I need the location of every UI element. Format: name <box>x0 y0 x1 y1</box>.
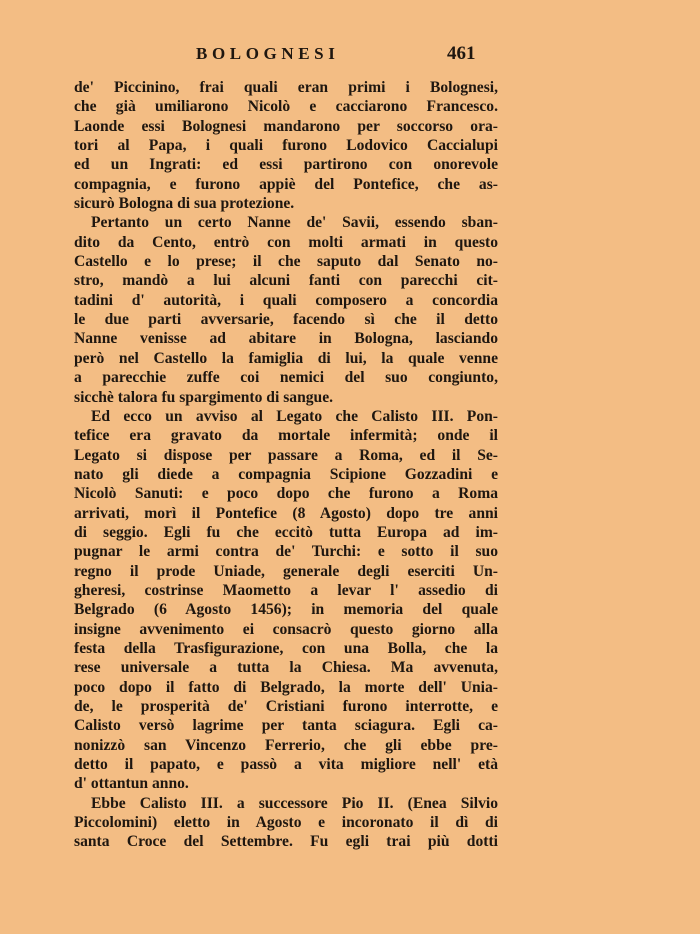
text-line: santa Croce del Settembre. Fu egli trai più dotti <box>74 833 498 851</box>
body-text <box>74 78 498 852</box>
text-line: a parecchie zuffe coi nemici del suo congiunto, <box>74 369 498 387</box>
text-line: gheresi, costrinse Maometto a levar l' assedio di <box>74 581 498 599</box>
text-line: poco dopo il fatto di Belgrado, la morte dell' Unia- <box>74 678 498 696</box>
text-line: rese universale a tutta la Chiesa. Ma avvenuta, <box>74 659 498 677</box>
text-line: Pertanto un certo Nanne de' Savii, essendo sban- <box>91 214 498 232</box>
text-line: ed un Ingrati: ed essi partirono con onorevole <box>74 156 498 174</box>
text-line: de' Piccinino, frai quali eran primi i Bolognesi, <box>74 79 498 96</box>
text-line: Nanne venisse ad abitare in Bologna, lasciando <box>74 330 498 348</box>
text-line: Nicolò Sanuti: e poco dopo che furono a Roma <box>74 485 498 503</box>
text-line: d' ottantun anno. <box>74 775 189 793</box>
text-line: tadini d' autorità, i quali composero a concordia <box>74 291 498 309</box>
text-line: Legato si dispose per passare a Roma, ed il Se- <box>74 446 498 464</box>
text-line: compagnia, e furono appiè del Pontefice, che as- <box>74 175 498 193</box>
text-line: Calisto versò lagrime per tanta sciagura. Egli ca- <box>74 717 498 735</box>
text-line: detto il papato, e passò a vita migliore nell' età <box>74 756 498 774</box>
text-line: Castello e lo prese; il che saputo dal Senato no- <box>74 253 498 271</box>
text-line: tori al Papa, i quali furono Lodovico Caccialupi <box>74 137 498 155</box>
text-line: Belgrado (6 Agosto 1456); in memoria del quale <box>74 601 498 619</box>
text-line: Piccolomini) eletto in Agosto e incoronato il dì di <box>74 814 498 832</box>
text-line: insigne avvenimento ei consacrò questo giorno alla <box>74 620 498 638</box>
text-line: le due parti avversarie, facendo sì che il detto <box>74 311 498 329</box>
text-line: che già umiliarono Nicolò e cacciarono Francesco. <box>74 98 498 116</box>
text-line: Ed ecco un avviso al Legato che Calisto III. Pon- <box>91 407 498 425</box>
text-line: sicchè talora fu spargimento di sangue. <box>74 388 334 406</box>
text-line: Laonde essi Bolognesi mandarono per soccorso ora- <box>74 117 498 135</box>
running-title: BOLOGNESI <box>196 44 340 63</box>
text-line: sicurò Bologna di sua protezione. <box>74 195 295 213</box>
text-line: stro, mandò a lui alcuni fanti con parecchi cit- <box>74 272 498 290</box>
text-line: pugnar le armi contra de' Turchi: e sotto il suo <box>74 543 498 561</box>
text-line: però nel Castello la famiglia di lui, la quale venne <box>74 349 498 367</box>
text-line: regno il prode Uniade, generale degli eserciti Un- <box>74 562 498 580</box>
text-line: de, le prosperità de' Cristiani furono interrotte, e <box>74 698 498 715</box>
page-number: 461 <box>447 43 476 64</box>
text-line: nonizzò san Vincenzo Ferrerio, che gli ebbe pre- <box>74 736 498 754</box>
text-line: arrivati, morì il Pontefice (8 Agosto) dopo tre anni <box>74 504 498 522</box>
text-line: nato gli diede a compagnia Scipione Gozzadini e <box>74 465 498 483</box>
text-line: tefice era gravato da mortale infermità; onde il <box>74 427 498 445</box>
text-line: di seggio. Egli fu che eccitò tutta Europa ad im- <box>74 523 498 541</box>
text-line: festa della Trasfigurazione, con una Bolla, che la <box>74 639 498 657</box>
running-head <box>0 44 700 70</box>
text-line: dito da Cento, entrò con molti armati in questo <box>74 233 498 251</box>
text-line: Ebbe Calisto III. a successore Pio II. (Enea Silvio <box>91 794 498 812</box>
